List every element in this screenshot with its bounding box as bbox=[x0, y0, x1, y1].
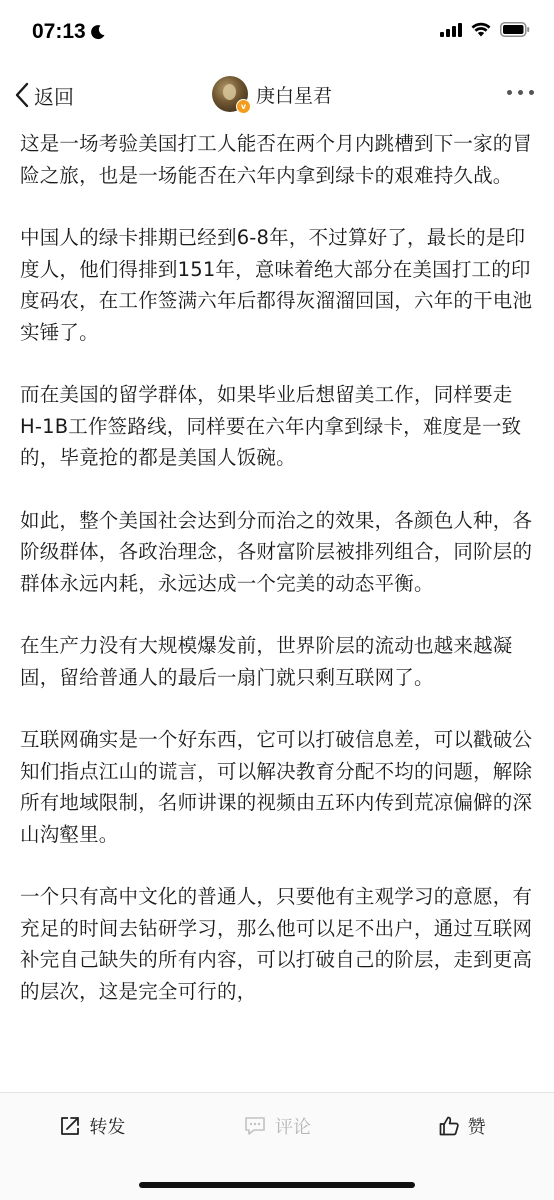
moon-icon bbox=[90, 24, 106, 40]
verified-badge-label: v bbox=[240, 101, 247, 111]
paragraph: 在生产力没有大规模爆发前，世界阶层的流动也越来越凝固，留给普通人的最后一扇门就只剩互联网了。 bbox=[20, 634, 513, 689]
article-body bbox=[20, 128, 534, 1038]
home-indicator[interactable] bbox=[139, 1182, 415, 1188]
paragraph: 中国人的绿卡排期已经到6-8年，不过算好了，最长的是印度人，他们得排到151年，意味着绝大部分在美国打工的印度码农，在工作签满六年后都得灰溜溜回国，六年的干电池实锤了。 bbox=[20, 226, 533, 344]
more-dot bbox=[507, 90, 512, 95]
status-time bbox=[32, 20, 106, 44]
like-icon bbox=[438, 1115, 460, 1137]
like-label: 赞 bbox=[467, 1116, 486, 1138]
home-indicator-area bbox=[0, 1158, 554, 1200]
bottom-action-bar bbox=[0, 1092, 554, 1158]
avatar-figure bbox=[223, 84, 236, 100]
repost-icon bbox=[59, 1115, 81, 1137]
repost-label: 转发 bbox=[89, 1116, 126, 1138]
author-header[interactable] bbox=[212, 76, 332, 112]
comment-label: 评论 bbox=[275, 1116, 311, 1138]
status-bar bbox=[0, 0, 554, 64]
more-icon[interactable] bbox=[507, 90, 534, 95]
cellular-icon bbox=[440, 23, 462, 37]
paragraph: 而在美国的留学群体，如果毕业后想留美工作，同样要走H-1B工作签路线，同样要在六年内拿到绿卡，难度是一致的，毕竟抢的都是美国人饭碗。 bbox=[20, 383, 522, 469]
paragraph: 如此，整个美国社会达到分而治之的效果，各颜色人种，各阶级群体，各政治理念，各财富阶层被排列组合，同阶层的群体永远内耗，永远达成一个完美的动态平衡。 bbox=[20, 508, 533, 595]
clock: 07:13 bbox=[32, 20, 86, 43]
back-chevron-icon bbox=[14, 82, 30, 108]
paragraph: 一个只有高中文化的普通人，只要他有主观学习的意愿，有充足的时间去钻研学习，那么他可以足不出户，通过互联网补完自己缺失的所有内容，可以打破自己的阶层，走到更高的层次，这是完全可行的， bbox=[20, 885, 533, 1003]
back-label: 返回 bbox=[34, 84, 74, 109]
wifi-icon bbox=[471, 22, 491, 37]
battery-icon bbox=[500, 22, 530, 37]
back-button[interactable] bbox=[14, 80, 74, 110]
paragraph: 互联网确实是一个好东西，它可以打破信息差，可以戳破公知们指点江山的谎言，可以解决教育分配不均的问题，解除所有地域限制，名师讲课的视频由五环内传到荒凉偏僻的深山沟壑里。 bbox=[20, 728, 533, 846]
status-icons bbox=[440, 22, 530, 37]
paragraph: 这是一场考验美国打工人能否在两个月内跳槽到下一家的冒险之旅，也是一场能否在六年内拿到绿卡的艰难持久战。 bbox=[20, 132, 533, 187]
more-dot bbox=[529, 90, 534, 95]
comment-icon bbox=[243, 1115, 267, 1137]
verified-badge bbox=[236, 99, 251, 114]
repost-button[interactable] bbox=[0, 1093, 185, 1158]
comment-button[interactable] bbox=[185, 1093, 370, 1158]
more-dot bbox=[518, 90, 523, 95]
author-name[interactable]: 庚白星君 bbox=[256, 84, 333, 107]
avatar[interactable] bbox=[212, 76, 248, 112]
nav-bar bbox=[0, 64, 554, 126]
like-button[interactable] bbox=[369, 1093, 554, 1158]
